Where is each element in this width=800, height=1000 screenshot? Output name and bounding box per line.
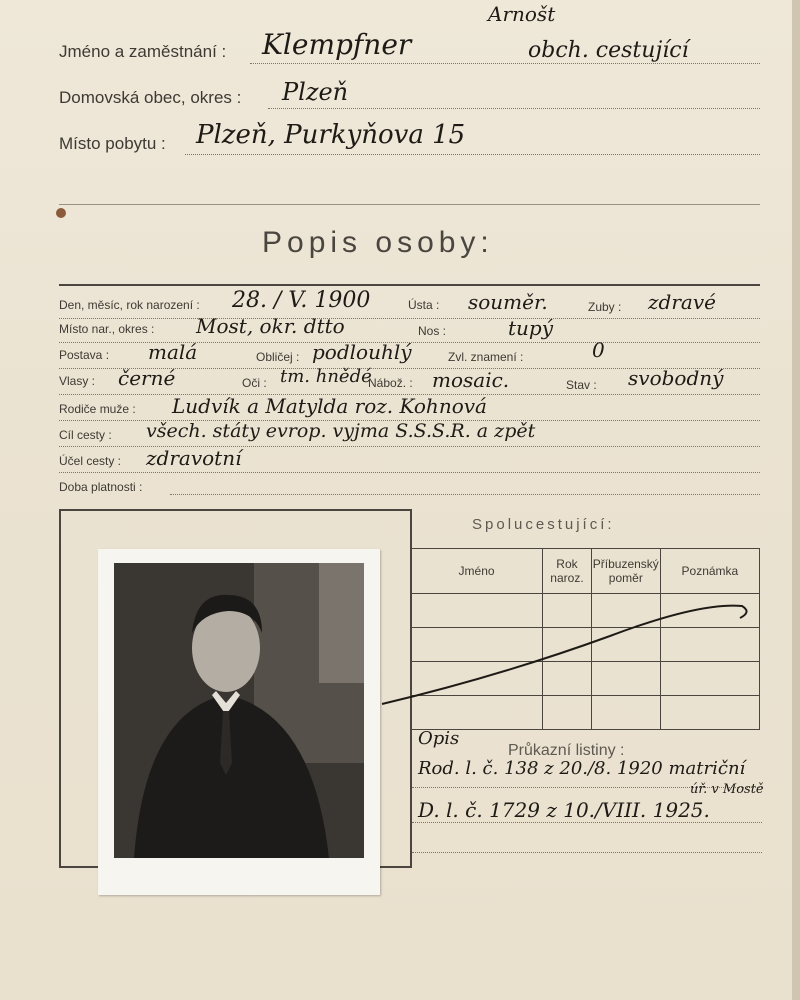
den-label: Den, měsíc, rok narození : bbox=[59, 298, 200, 312]
page-edge bbox=[792, 0, 800, 1000]
postava-value: malá bbox=[148, 340, 198, 364]
nos-value: tupý bbox=[508, 316, 554, 340]
zvl-znameni-value: 0 bbox=[592, 338, 605, 362]
opis-note: Opis bbox=[418, 728, 460, 749]
stav-label: Stav : bbox=[566, 378, 597, 392]
oci-value: tm. hnědé bbox=[280, 366, 372, 387]
domovska-value: Plzeň bbox=[282, 78, 349, 106]
punch-hole bbox=[56, 208, 66, 218]
nos-label: Nos : bbox=[418, 324, 447, 338]
documents-line1: Rod. l. č. 138 z 20./8. 1920 matriční bbox=[418, 758, 746, 779]
misto-pobytu-label: Místo pobytu : bbox=[59, 134, 166, 153]
rodice-value: Ludvík a Matylda roz. Kohnová bbox=[172, 394, 487, 418]
documents-line2: D. l. č. 1729 z 10./VIII. 1925. bbox=[418, 798, 710, 822]
misto-nar-value: Most, okr. dtto bbox=[196, 314, 345, 338]
postava-label: Postava : bbox=[59, 348, 110, 362]
oblicej-value: podlouhlý bbox=[312, 340, 412, 364]
jmeno-firstname: Arnošt bbox=[488, 2, 556, 26]
jmeno-value: Klempfner bbox=[262, 28, 412, 61]
vlasy-label: Vlasy : bbox=[59, 374, 96, 388]
vlasy-value: černé bbox=[118, 366, 176, 390]
misto-pobytu-value: Plzeň, Purkyňova 15 bbox=[196, 120, 466, 150]
nabozenstvi-value: mosaic. bbox=[432, 368, 510, 392]
documents-title: Průkazní listiny : bbox=[508, 742, 625, 759]
oblicej-label: Obličej : bbox=[256, 350, 300, 364]
jmeno-occupation: obch. cestující bbox=[528, 38, 689, 63]
stav-value: svobodný bbox=[628, 366, 724, 390]
ucel-cesty-value: zdravotní bbox=[146, 446, 242, 470]
doba-platnosti-label: Doba platnosti : bbox=[59, 480, 143, 494]
zuby-label: Zuby : bbox=[588, 300, 622, 314]
ucel-cesty-label: Účel cesty : bbox=[59, 454, 122, 468]
den-value: 28. / V. 1900 bbox=[232, 288, 371, 313]
usta-value: souměr. bbox=[468, 290, 548, 314]
portrait-photo bbox=[114, 563, 364, 858]
col-rok: Rok naroz. bbox=[543, 549, 592, 594]
domovska-label: Domovská obec, okres : bbox=[59, 88, 242, 107]
col-poznamka: Poznámka bbox=[660, 549, 759, 594]
cil-cesty-label: Cíl cesty : bbox=[59, 428, 112, 442]
zuby-value: zdravé bbox=[648, 290, 716, 314]
jmeno-label: Jméno a zaměstnání : bbox=[59, 42, 227, 61]
col-pribuzensky: Příbuzenský poměr bbox=[591, 549, 660, 594]
zvl-znameni-label: Zvl. znamení : bbox=[448, 350, 524, 364]
cancellation-stroke bbox=[380, 596, 760, 708]
oci-label: Oči : bbox=[242, 376, 267, 390]
documents-line1b: úř. v Mostě bbox=[690, 782, 764, 797]
usta-label: Ústa : bbox=[408, 298, 440, 312]
page-title: Popis osoby: bbox=[262, 226, 494, 259]
cil-cesty-value: všech. státy evrop. vyjma S.S.S.R. a zpět bbox=[146, 420, 536, 442]
rodice-label: Rodiče muže : bbox=[59, 402, 136, 416]
nabozenstvi-label: Nábož. : bbox=[368, 376, 413, 390]
misto-nar-label: Místo nar., okres : bbox=[59, 322, 155, 336]
companions-title: Spolucestující: bbox=[472, 516, 615, 533]
col-jmeno: Jméno bbox=[411, 549, 543, 594]
